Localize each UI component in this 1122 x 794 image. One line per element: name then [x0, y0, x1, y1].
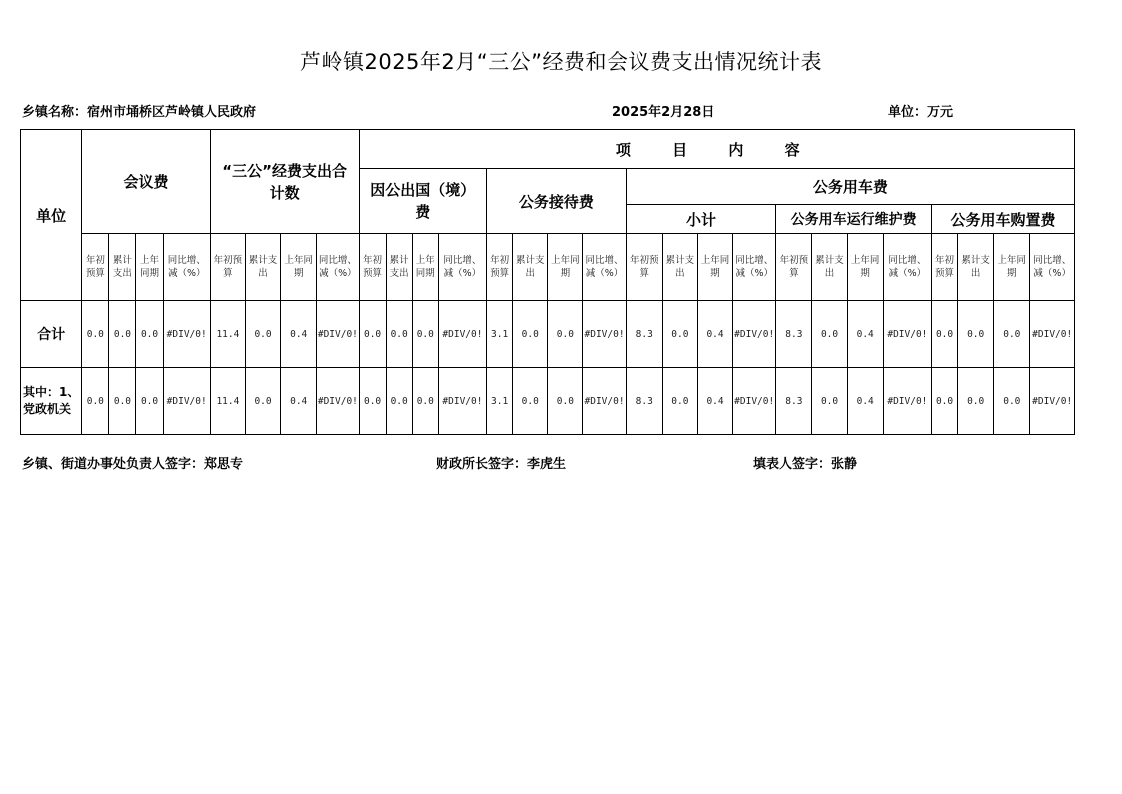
table-cell: #DIV/0! — [438, 368, 486, 435]
table-cell: #DIV/0! — [883, 368, 931, 435]
sub-header-cell: 上年同期 — [994, 234, 1030, 301]
sub-header-cell: 上年同期 — [136, 234, 163, 301]
signature-filler: 填表人签字：张静 — [753, 457, 858, 472]
table-cell: 11.4 — [210, 301, 245, 368]
table-cell: #DIV/0! — [733, 301, 776, 368]
sub-header-cell: 上年同期 — [281, 234, 317, 301]
table-cell: 0.4 — [847, 368, 883, 435]
table-cell: 0.4 — [697, 368, 732, 435]
row-label: 合计 — [21, 301, 82, 368]
table-cell: 8.3 — [776, 368, 812, 435]
table-cell: 0.0 — [958, 301, 994, 368]
sub-header-cell: 同比增、减（%） — [317, 234, 359, 301]
table-cell: #DIV/0! — [317, 368, 359, 435]
sub-header-cell: 上年同期 — [847, 234, 883, 301]
table-cell: 0.4 — [847, 301, 883, 368]
sub-header-cell: 同比增、减（%） — [163, 234, 210, 301]
table-cell: 0.0 — [136, 301, 163, 368]
header-meeting-fee: 会议费 — [82, 130, 211, 234]
table-cell: 8.3 — [626, 301, 662, 368]
table-cell: #DIV/0! — [583, 301, 626, 368]
table-cell: #DIV/0! — [1030, 368, 1075, 435]
table-cell: 0.0 — [513, 368, 548, 435]
table-cell: 0.0 — [245, 368, 280, 435]
table-cell: 11.4 — [210, 368, 245, 435]
sub-header-cell: 累计支出 — [386, 234, 412, 301]
table-cell: 0.0 — [513, 301, 548, 368]
header-sangong-total: “三公”经费支出合计数 — [210, 130, 359, 234]
signature-head: 乡镇、街道办事处负责人签字：郑思专 — [22, 457, 244, 472]
sub-header-cell: 年初预算 — [359, 234, 386, 301]
header-unit: 单位 — [21, 130, 82, 301]
sub-header-row — [21, 234, 1075, 301]
table-cell: #DIV/0! — [163, 368, 210, 435]
table-cell: 0.0 — [82, 301, 109, 368]
table-cell: 0.0 — [359, 368, 386, 435]
table-cell: 0.0 — [386, 368, 412, 435]
table-cell: 8.3 — [626, 368, 662, 435]
table-cell: #DIV/0! — [317, 301, 359, 368]
table-cell: 0.0 — [662, 368, 697, 435]
sub-header-cell: 累计支出 — [958, 234, 994, 301]
sub-header-cell: 累计支出 — [812, 234, 847, 301]
sub-header-cell: 年初预算 — [776, 234, 812, 301]
table-row-party-organs — [21, 368, 1075, 435]
table-cell: 0.0 — [994, 368, 1030, 435]
table-cell: 0.0 — [662, 301, 697, 368]
table-cell: 3.1 — [487, 368, 513, 435]
table-row-total — [21, 301, 1075, 368]
table-cell: #DIV/0! — [883, 301, 931, 368]
header-reception-fee: 公务接待费 — [487, 169, 627, 234]
table-cell: 0.0 — [812, 368, 847, 435]
sub-header-cell: 累计支出 — [513, 234, 548, 301]
header-vehicle-maintenance: 公务用车运行维护费 — [776, 205, 932, 234]
sub-header-cell: 年初预算 — [210, 234, 245, 301]
header-project-content: 项 目 内 容 — [359, 130, 1075, 169]
header-vehicle-purchase: 公务用车购置费 — [931, 205, 1074, 234]
table-cell: 0.4 — [281, 368, 317, 435]
table-cell: 0.0 — [245, 301, 280, 368]
table-cell: 0.0 — [82, 368, 109, 435]
sub-header-cell: 年初预算 — [626, 234, 662, 301]
sub-header-cell: 同比增、减（%） — [883, 234, 931, 301]
header-abroad-fee: 因公出国（境）费 — [359, 169, 487, 234]
table-cell: 0.0 — [136, 368, 163, 435]
table-cell: 0.0 — [548, 368, 583, 435]
statistics-table — [20, 129, 1075, 435]
header-subtotal: 小计 — [626, 205, 776, 234]
sub-header-cell: 累计支出 — [109, 234, 136, 301]
signature-finance: 财政所长签字：李虎生 — [436, 457, 567, 472]
sub-header-cell: 累计支出 — [662, 234, 697, 301]
sub-header-cell: 年初预算 — [487, 234, 513, 301]
table-cell: 0.0 — [359, 301, 386, 368]
table-cell: 0.0 — [412, 301, 438, 368]
table-cell: 0.0 — [109, 301, 136, 368]
sub-header-cell: 上年同期 — [697, 234, 732, 301]
table-cell: 3.1 — [487, 301, 513, 368]
report-date: 2025年2月28日 — [612, 105, 715, 120]
table-cell: #DIV/0! — [438, 301, 486, 368]
table-cell: #DIV/0! — [733, 368, 776, 435]
table-cell: #DIV/0! — [583, 368, 626, 435]
header-vehicle-fee: 公务用车费 — [626, 169, 1074, 205]
table-cell: 0.0 — [931, 301, 957, 368]
sub-header-cell: 同比增、减（%） — [583, 234, 626, 301]
sub-header-cell: 上年同期 — [548, 234, 583, 301]
table-cell: #DIV/0! — [1030, 301, 1075, 368]
sub-header-cell: 年初预算 — [82, 234, 109, 301]
sub-header-cell: 同比增、减（%） — [1030, 234, 1075, 301]
sub-header-cell: 累计支出 — [245, 234, 280, 301]
table-cell: 8.3 — [776, 301, 812, 368]
table-cell: 0.0 — [548, 301, 583, 368]
town-name: 乡镇名称：宿州市埇桥区芦岭镇人民政府 — [22, 105, 257, 120]
table-cell: #DIV/0! — [163, 301, 210, 368]
unit-label: 单位：万元 — [888, 105, 954, 120]
table-cell: 0.0 — [958, 368, 994, 435]
sub-header-cell: 同比增、减（%） — [438, 234, 486, 301]
table-cell: 0.0 — [812, 301, 847, 368]
page-title: 芦岭镇2025年2月“三公”经费和会议费支出情况统计表 — [299, 50, 823, 74]
table-cell: 0.4 — [281, 301, 317, 368]
table-cell: 0.4 — [697, 301, 732, 368]
sub-header-cell: 上年同期 — [412, 234, 438, 301]
table-cell: 0.0 — [994, 301, 1030, 368]
table-cell: 0.0 — [109, 368, 136, 435]
table-cell: 0.0 — [931, 368, 957, 435]
sub-header-cell: 同比增、减（%） — [733, 234, 776, 301]
table-cell: 0.0 — [386, 301, 412, 368]
sub-header-cell: 年初预算 — [931, 234, 957, 301]
table-cell: 0.0 — [412, 368, 438, 435]
row-label: 其中：1、党政机关 — [21, 368, 82, 435]
